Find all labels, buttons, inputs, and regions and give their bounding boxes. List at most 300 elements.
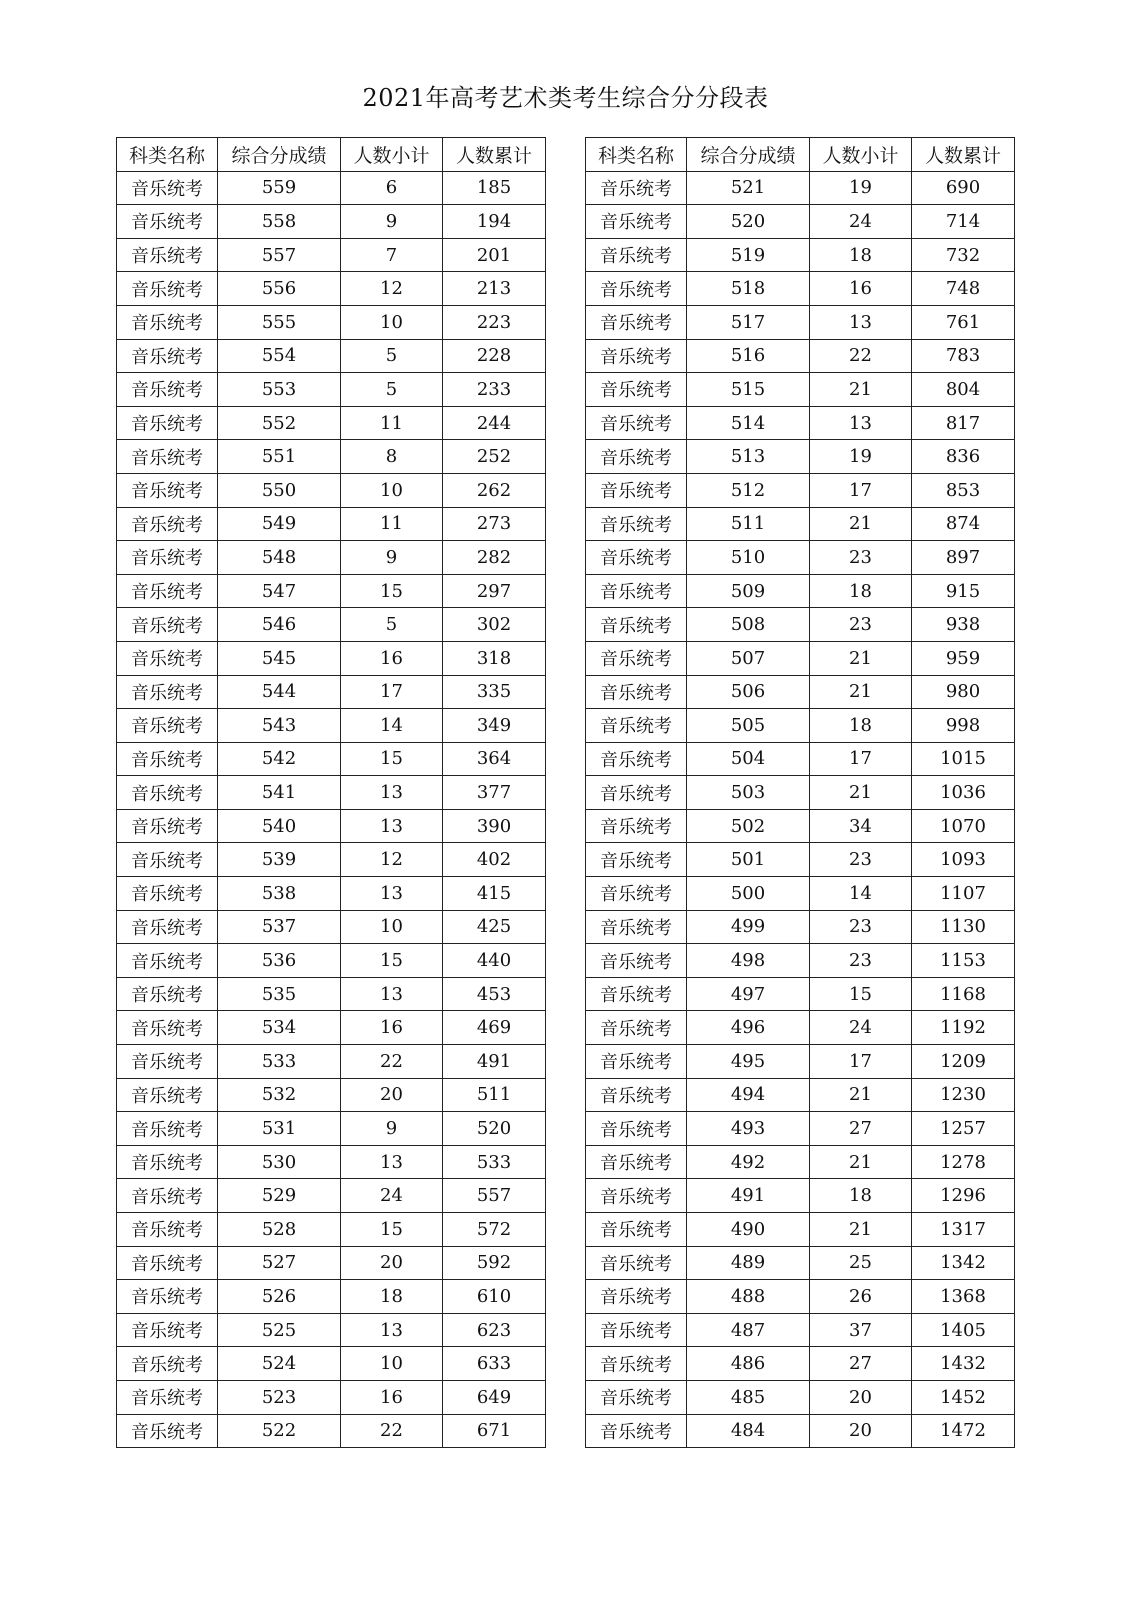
table-row bbox=[586, 1414, 1015, 1448]
cell-count: 10 bbox=[341, 1347, 443, 1381]
cell-score: 500 bbox=[687, 877, 810, 911]
cell-category: 音乐统考 bbox=[586, 1112, 687, 1146]
table-header-row bbox=[586, 138, 1015, 172]
cell-count: 18 bbox=[341, 1280, 443, 1314]
cell-cumulative: 1405 bbox=[912, 1313, 1015, 1347]
cell-count: 21 bbox=[810, 776, 912, 810]
cell-category: 音乐统考 bbox=[586, 238, 687, 272]
cell-category: 音乐统考 bbox=[586, 641, 687, 675]
cell-cumulative: 1296 bbox=[912, 1179, 1015, 1213]
table-row bbox=[586, 1045, 1015, 1079]
cell-count: 23 bbox=[810, 944, 912, 978]
cell-category: 音乐统考 bbox=[586, 675, 687, 709]
cell-count: 23 bbox=[810, 910, 912, 944]
cell-category: 音乐统考 bbox=[117, 641, 218, 675]
cell-category: 音乐统考 bbox=[586, 272, 687, 306]
cell-score: 491 bbox=[687, 1179, 810, 1213]
cell-cumulative: 1192 bbox=[912, 1011, 1015, 1045]
cell-category: 音乐统考 bbox=[117, 1246, 218, 1280]
cell-category: 音乐统考 bbox=[117, 1347, 218, 1381]
cell-category: 音乐统考 bbox=[586, 1179, 687, 1213]
cell-count: 13 bbox=[341, 1313, 443, 1347]
cell-score: 556 bbox=[218, 272, 341, 306]
cell-category: 音乐统考 bbox=[117, 1045, 218, 1079]
cell-cumulative: 415 bbox=[443, 877, 546, 911]
cell-count: 15 bbox=[810, 977, 912, 1011]
cell-score: 545 bbox=[218, 641, 341, 675]
table-row bbox=[586, 339, 1015, 373]
cell-count: 15 bbox=[341, 1213, 443, 1247]
cell-count: 27 bbox=[810, 1347, 912, 1381]
cell-score: 536 bbox=[218, 944, 341, 978]
cell-cumulative: 1036 bbox=[912, 776, 1015, 810]
table-row bbox=[117, 1347, 546, 1381]
cell-score: 509 bbox=[687, 574, 810, 608]
cell-category: 音乐统考 bbox=[117, 574, 218, 608]
cell-cumulative: 1070 bbox=[912, 809, 1015, 843]
table-row bbox=[586, 1145, 1015, 1179]
cell-cumulative: 853 bbox=[912, 473, 1015, 507]
cell-score: 535 bbox=[218, 977, 341, 1011]
cell-score: 529 bbox=[218, 1179, 341, 1213]
cell-cumulative: 335 bbox=[443, 675, 546, 709]
cell-score: 538 bbox=[218, 877, 341, 911]
cell-category: 音乐统考 bbox=[117, 877, 218, 911]
cell-cumulative: 1093 bbox=[912, 843, 1015, 877]
cell-category: 音乐统考 bbox=[117, 776, 218, 810]
table-row bbox=[117, 473, 546, 507]
cell-cumulative: 1342 bbox=[912, 1246, 1015, 1280]
table-row bbox=[586, 541, 1015, 575]
cell-cumulative: 228 bbox=[443, 339, 546, 373]
cell-category: 音乐统考 bbox=[117, 205, 218, 239]
cell-count: 20 bbox=[810, 1380, 912, 1414]
cell-category: 音乐统考 bbox=[117, 339, 218, 373]
cell-cumulative: 1209 bbox=[912, 1045, 1015, 1079]
table-row bbox=[586, 843, 1015, 877]
table-row bbox=[586, 305, 1015, 339]
cell-cumulative: 1368 bbox=[912, 1280, 1015, 1314]
cell-cumulative: 592 bbox=[443, 1246, 546, 1280]
cell-score: 547 bbox=[218, 574, 341, 608]
table-row bbox=[586, 742, 1015, 776]
cell-cumulative: 252 bbox=[443, 440, 546, 474]
cell-category: 音乐统考 bbox=[117, 473, 218, 507]
cell-count: 16 bbox=[341, 1380, 443, 1414]
table-header-row bbox=[117, 138, 546, 172]
cell-category: 音乐统考 bbox=[586, 1078, 687, 1112]
cell-score: 544 bbox=[218, 675, 341, 709]
cell-cumulative: 1153 bbox=[912, 944, 1015, 978]
cell-cumulative: 425 bbox=[443, 910, 546, 944]
cell-category: 音乐统考 bbox=[117, 675, 218, 709]
cell-score: 523 bbox=[218, 1380, 341, 1414]
cell-count: 21 bbox=[810, 641, 912, 675]
cell-score: 518 bbox=[687, 272, 810, 306]
cell-category: 音乐统考 bbox=[586, 709, 687, 743]
cell-category: 音乐统考 bbox=[586, 1280, 687, 1314]
cell-count: 14 bbox=[341, 709, 443, 743]
cell-category: 音乐统考 bbox=[117, 977, 218, 1011]
cell-score: 494 bbox=[687, 1078, 810, 1112]
cell-category: 音乐统考 bbox=[586, 171, 687, 205]
cell-count: 21 bbox=[810, 1145, 912, 1179]
cell-count: 25 bbox=[810, 1246, 912, 1280]
cell-cumulative: 897 bbox=[912, 541, 1015, 575]
cell-cumulative: 874 bbox=[912, 507, 1015, 541]
table-row bbox=[117, 1145, 546, 1179]
cell-category: 音乐统考 bbox=[586, 473, 687, 507]
cell-count: 13 bbox=[341, 1145, 443, 1179]
table-row bbox=[586, 205, 1015, 239]
cell-score: 540 bbox=[218, 809, 341, 843]
cell-count: 13 bbox=[341, 877, 443, 911]
cell-count: 15 bbox=[341, 742, 443, 776]
cell-count: 22 bbox=[341, 1414, 443, 1448]
table-body bbox=[117, 171, 546, 1448]
cell-cumulative: 1015 bbox=[912, 742, 1015, 776]
cell-score: 520 bbox=[687, 205, 810, 239]
table-row bbox=[117, 272, 546, 306]
cell-cumulative: 213 bbox=[443, 272, 546, 306]
cell-cumulative: 511 bbox=[443, 1078, 546, 1112]
header-score: 综合分成绩 bbox=[687, 138, 810, 172]
cell-count: 8 bbox=[341, 440, 443, 474]
cell-cumulative: 980 bbox=[912, 675, 1015, 709]
cell-count: 14 bbox=[810, 877, 912, 911]
cell-category: 音乐统考 bbox=[117, 709, 218, 743]
table-row bbox=[117, 171, 546, 205]
cell-count: 22 bbox=[341, 1045, 443, 1079]
cell-category: 音乐统考 bbox=[117, 440, 218, 474]
cell-count: 16 bbox=[810, 272, 912, 306]
cell-score: 502 bbox=[687, 809, 810, 843]
table-row bbox=[586, 272, 1015, 306]
cell-cumulative: 783 bbox=[912, 339, 1015, 373]
cell-score: 524 bbox=[218, 1347, 341, 1381]
cell-cumulative: 714 bbox=[912, 205, 1015, 239]
cell-score: 543 bbox=[218, 709, 341, 743]
cell-category: 音乐统考 bbox=[117, 1213, 218, 1247]
cell-category: 音乐统考 bbox=[117, 272, 218, 306]
cell-score: 539 bbox=[218, 843, 341, 877]
table-row bbox=[586, 574, 1015, 608]
cell-score: 522 bbox=[218, 1414, 341, 1448]
header-score: 综合分成绩 bbox=[218, 138, 341, 172]
cell-count: 10 bbox=[341, 910, 443, 944]
cell-count: 24 bbox=[810, 205, 912, 239]
cell-count: 17 bbox=[810, 473, 912, 507]
cell-category: 音乐统考 bbox=[586, 776, 687, 810]
header-count: 人数小计 bbox=[810, 138, 912, 172]
cell-score: 498 bbox=[687, 944, 810, 978]
table-row bbox=[586, 473, 1015, 507]
cell-count: 19 bbox=[810, 171, 912, 205]
cell-count: 11 bbox=[341, 406, 443, 440]
cell-category: 音乐统考 bbox=[586, 373, 687, 407]
cell-cumulative: 959 bbox=[912, 641, 1015, 675]
cell-count: 18 bbox=[810, 574, 912, 608]
cell-score: 519 bbox=[687, 238, 810, 272]
table-row bbox=[117, 1380, 546, 1414]
cell-count: 11 bbox=[341, 507, 443, 541]
cell-score: 511 bbox=[687, 507, 810, 541]
cell-count: 9 bbox=[341, 205, 443, 239]
cell-count: 23 bbox=[810, 608, 912, 642]
cell-score: 557 bbox=[218, 238, 341, 272]
cell-count: 20 bbox=[341, 1246, 443, 1280]
cell-category: 音乐统考 bbox=[586, 406, 687, 440]
cell-score: 550 bbox=[218, 473, 341, 507]
cell-count: 23 bbox=[810, 541, 912, 575]
cell-category: 音乐统考 bbox=[586, 944, 687, 978]
cell-count: 12 bbox=[341, 272, 443, 306]
cell-category: 音乐统考 bbox=[117, 608, 218, 642]
cell-category: 音乐统考 bbox=[586, 1414, 687, 1448]
table-row bbox=[117, 1112, 546, 1146]
cell-score: 549 bbox=[218, 507, 341, 541]
cell-score: 512 bbox=[687, 473, 810, 507]
cell-cumulative: 761 bbox=[912, 305, 1015, 339]
cell-count: 10 bbox=[341, 305, 443, 339]
cell-category: 音乐统考 bbox=[586, 574, 687, 608]
header-cumulative: 人数累计 bbox=[912, 138, 1015, 172]
cell-count: 18 bbox=[810, 238, 912, 272]
cell-score: 526 bbox=[218, 1280, 341, 1314]
cell-cumulative: 633 bbox=[443, 1347, 546, 1381]
cell-score: 493 bbox=[687, 1112, 810, 1146]
cell-cumulative: 1168 bbox=[912, 977, 1015, 1011]
table-row bbox=[117, 339, 546, 373]
cell-category: 音乐统考 bbox=[117, 1280, 218, 1314]
cell-cumulative: 1452 bbox=[912, 1380, 1015, 1414]
cell-score: 505 bbox=[687, 709, 810, 743]
cell-cumulative: 185 bbox=[443, 171, 546, 205]
table-row bbox=[586, 1213, 1015, 1247]
cell-cumulative: 1107 bbox=[912, 877, 1015, 911]
cell-cumulative: 623 bbox=[443, 1313, 546, 1347]
cell-score: 508 bbox=[687, 608, 810, 642]
cell-count: 5 bbox=[341, 373, 443, 407]
cell-score: 489 bbox=[687, 1246, 810, 1280]
cell-count: 13 bbox=[341, 809, 443, 843]
cell-cumulative: 520 bbox=[443, 1112, 546, 1146]
cell-score: 542 bbox=[218, 742, 341, 776]
cell-category: 音乐统考 bbox=[586, 608, 687, 642]
cell-score: 487 bbox=[687, 1313, 810, 1347]
cell-cumulative: 201 bbox=[443, 238, 546, 272]
cell-score: 484 bbox=[687, 1414, 810, 1448]
cell-score: 503 bbox=[687, 776, 810, 810]
cell-score: 531 bbox=[218, 1112, 341, 1146]
cell-score: 510 bbox=[687, 541, 810, 575]
cell-cumulative: 1257 bbox=[912, 1112, 1015, 1146]
cell-cumulative: 223 bbox=[443, 305, 546, 339]
cell-cumulative: 349 bbox=[443, 709, 546, 743]
cell-count: 17 bbox=[341, 675, 443, 709]
table-row bbox=[586, 171, 1015, 205]
cell-category: 音乐统考 bbox=[586, 1347, 687, 1381]
cell-cumulative: 262 bbox=[443, 473, 546, 507]
cell-count: 13 bbox=[810, 406, 912, 440]
cell-cumulative: 533 bbox=[443, 1145, 546, 1179]
table-row bbox=[586, 709, 1015, 743]
cell-score: 554 bbox=[218, 339, 341, 373]
cell-category: 音乐统考 bbox=[117, 944, 218, 978]
cell-cumulative: 836 bbox=[912, 440, 1015, 474]
cell-count: 13 bbox=[341, 977, 443, 1011]
cell-count: 22 bbox=[810, 339, 912, 373]
cell-score: 533 bbox=[218, 1045, 341, 1079]
table-row bbox=[117, 1213, 546, 1247]
cell-cumulative: 915 bbox=[912, 574, 1015, 608]
table-row bbox=[586, 1179, 1015, 1213]
table-row bbox=[586, 1246, 1015, 1280]
cell-count: 21 bbox=[810, 1078, 912, 1112]
cell-category: 音乐统考 bbox=[117, 1179, 218, 1213]
cell-category: 音乐统考 bbox=[117, 1313, 218, 1347]
cell-count: 13 bbox=[341, 776, 443, 810]
cell-cumulative: 440 bbox=[443, 944, 546, 978]
cell-score: 517 bbox=[687, 305, 810, 339]
table-row bbox=[586, 373, 1015, 407]
table-row bbox=[117, 1078, 546, 1112]
table-row bbox=[117, 205, 546, 239]
table-row bbox=[117, 641, 546, 675]
table-row bbox=[586, 944, 1015, 978]
table-row bbox=[117, 910, 546, 944]
cell-score: 521 bbox=[687, 171, 810, 205]
cell-category: 音乐统考 bbox=[586, 843, 687, 877]
cell-cumulative: 469 bbox=[443, 1011, 546, 1045]
table-row bbox=[586, 977, 1015, 1011]
cell-category: 音乐统考 bbox=[586, 541, 687, 575]
cell-count: 19 bbox=[810, 440, 912, 474]
cell-category: 音乐统考 bbox=[586, 1380, 687, 1414]
cell-cumulative: 1472 bbox=[912, 1414, 1015, 1448]
cell-cumulative: 297 bbox=[443, 574, 546, 608]
cell-score: 546 bbox=[218, 608, 341, 642]
cell-cumulative: 377 bbox=[443, 776, 546, 810]
cell-count: 21 bbox=[810, 507, 912, 541]
cell-cumulative: 557 bbox=[443, 1179, 546, 1213]
table-row bbox=[117, 574, 546, 608]
cell-cumulative: 302 bbox=[443, 608, 546, 642]
cell-category: 音乐统考 bbox=[586, 742, 687, 776]
table-row bbox=[117, 507, 546, 541]
cell-count: 6 bbox=[341, 171, 443, 205]
table-row bbox=[586, 910, 1015, 944]
table-body bbox=[586, 171, 1015, 1448]
cell-cumulative: 318 bbox=[443, 641, 546, 675]
table-row bbox=[117, 608, 546, 642]
table-row bbox=[586, 1380, 1015, 1414]
cell-cumulative: 572 bbox=[443, 1213, 546, 1247]
table-row bbox=[586, 1112, 1015, 1146]
cell-score: 530 bbox=[218, 1145, 341, 1179]
cell-score: 496 bbox=[687, 1011, 810, 1045]
table-row bbox=[586, 641, 1015, 675]
table-row bbox=[117, 675, 546, 709]
cell-category: 音乐统考 bbox=[117, 1380, 218, 1414]
cell-category: 音乐统考 bbox=[586, 977, 687, 1011]
cell-count: 18 bbox=[810, 709, 912, 743]
cell-count: 24 bbox=[810, 1011, 912, 1045]
cell-cumulative: 1278 bbox=[912, 1145, 1015, 1179]
table-row bbox=[117, 742, 546, 776]
cell-cumulative: 1432 bbox=[912, 1347, 1015, 1381]
cell-cumulative: 194 bbox=[443, 205, 546, 239]
page-title: 2021年高考艺术类考生综合分分段表 bbox=[362, 84, 769, 112]
cell-category: 音乐统考 bbox=[586, 809, 687, 843]
cell-score: 497 bbox=[687, 977, 810, 1011]
cell-category: 音乐统考 bbox=[586, 507, 687, 541]
cell-score: 548 bbox=[218, 541, 341, 575]
table-row bbox=[117, 1045, 546, 1079]
cell-category: 音乐统考 bbox=[117, 171, 218, 205]
cell-score: 486 bbox=[687, 1347, 810, 1381]
cell-cumulative: 690 bbox=[912, 171, 1015, 205]
cell-score: 488 bbox=[687, 1280, 810, 1314]
header-category: 科类名称 bbox=[117, 138, 218, 172]
cell-cumulative: 244 bbox=[443, 406, 546, 440]
table-row bbox=[117, 877, 546, 911]
cell-count: 5 bbox=[341, 608, 443, 642]
table-row bbox=[117, 1179, 546, 1213]
cell-count: 5 bbox=[341, 339, 443, 373]
cell-count: 34 bbox=[810, 809, 912, 843]
cell-category: 音乐统考 bbox=[117, 1078, 218, 1112]
cell-category: 音乐统考 bbox=[117, 1145, 218, 1179]
cell-score: 525 bbox=[218, 1313, 341, 1347]
cell-count: 16 bbox=[341, 1011, 443, 1045]
table-row bbox=[117, 1280, 546, 1314]
cell-count: 17 bbox=[810, 1045, 912, 1079]
cell-cumulative: 390 bbox=[443, 809, 546, 843]
cell-score: 501 bbox=[687, 843, 810, 877]
cell-category: 音乐统考 bbox=[117, 373, 218, 407]
table-row bbox=[586, 1347, 1015, 1381]
cell-score: 537 bbox=[218, 910, 341, 944]
cell-cumulative: 671 bbox=[443, 1414, 546, 1448]
table-row bbox=[117, 406, 546, 440]
cell-cumulative: 817 bbox=[912, 406, 1015, 440]
cell-category: 音乐统考 bbox=[117, 507, 218, 541]
cell-count: 12 bbox=[341, 843, 443, 877]
cell-score: 490 bbox=[687, 1213, 810, 1247]
score-table-right bbox=[585, 137, 1015, 1448]
cell-score: 553 bbox=[218, 373, 341, 407]
cell-score: 528 bbox=[218, 1213, 341, 1247]
cell-score: 541 bbox=[218, 776, 341, 810]
cell-count: 23 bbox=[810, 843, 912, 877]
cell-count: 20 bbox=[810, 1414, 912, 1448]
table-row bbox=[117, 541, 546, 575]
cell-category: 音乐统考 bbox=[586, 910, 687, 944]
cell-category: 音乐统考 bbox=[586, 1213, 687, 1247]
cell-count: 7 bbox=[341, 238, 443, 272]
cell-cumulative: 233 bbox=[443, 373, 546, 407]
cell-category: 音乐统考 bbox=[117, 305, 218, 339]
cell-category: 音乐统考 bbox=[117, 843, 218, 877]
table-row bbox=[586, 406, 1015, 440]
cell-count: 13 bbox=[810, 305, 912, 339]
cell-count: 27 bbox=[810, 1112, 912, 1146]
cell-cumulative: 402 bbox=[443, 843, 546, 877]
header-cumulative: 人数累计 bbox=[443, 138, 546, 172]
table-row bbox=[117, 1011, 546, 1045]
table-row bbox=[117, 1414, 546, 1448]
